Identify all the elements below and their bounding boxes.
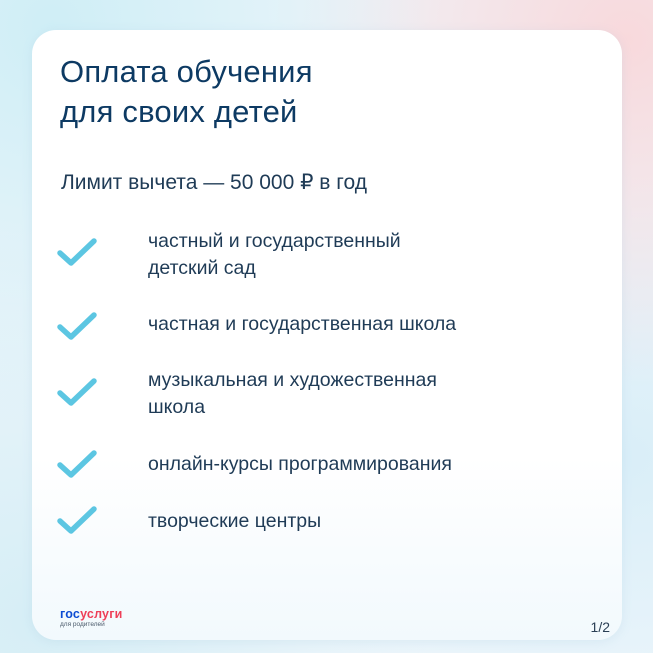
page-title <box>60 52 313 132</box>
gosuslugi-logo <box>60 607 123 629</box>
deduction-limit: Лимит вычета — 50 000 ₽ в год <box>61 171 367 194</box>
check-icon <box>56 310 98 342</box>
title-line-2: для своих детей <box>60 94 298 129</box>
title-line-1: Оплата обучения <box>60 54 313 89</box>
check-icon <box>56 376 98 408</box>
list-item-label: частная и государственная школа <box>148 313 457 335</box>
list-item-label: творческие центры <box>148 510 322 532</box>
logo-wordmark: госуслуги <box>60 607 123 621</box>
check-icon <box>56 504 98 536</box>
list-item-label: онлайн-курсы программирования <box>148 453 452 475</box>
logo-subtitle: для родителей <box>60 621 105 628</box>
check-icon <box>56 448 98 480</box>
check-icon <box>56 236 98 268</box>
list-item-label: музыкальная и художественная школа <box>148 369 437 418</box>
list-item-label: частный и государственный детский сад <box>148 230 401 279</box>
page-indicator: 1/2 <box>590 619 610 635</box>
